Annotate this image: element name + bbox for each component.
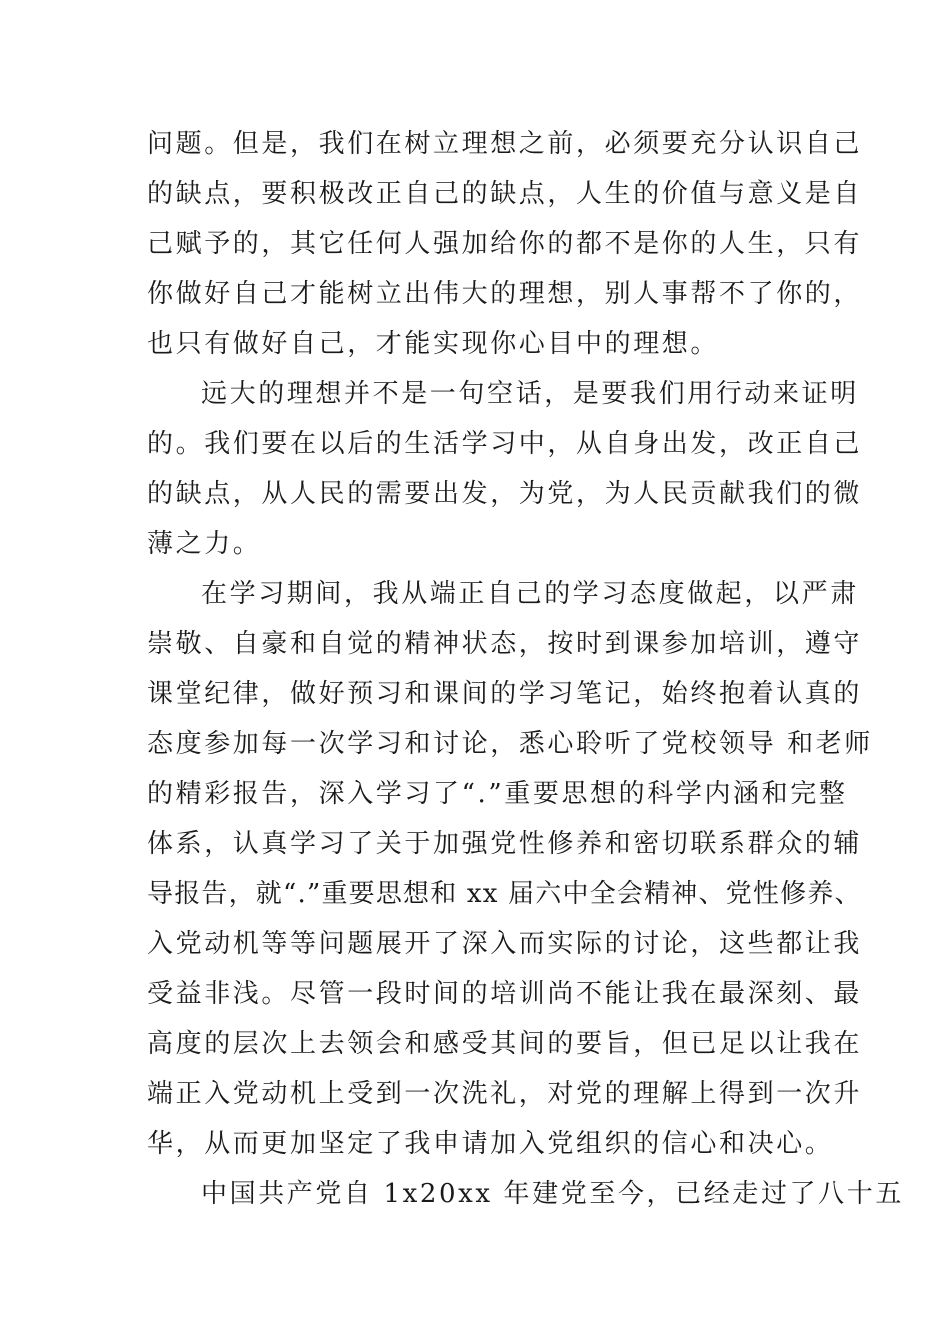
text-line: 你做好自己才能树立出伟大的理想，别人事帮不了你的，: [147, 279, 863, 309]
text-line: 入党动机等等问题展开了深入而实际的讨论，这些都让我: [147, 929, 863, 959]
text-line: 的精彩报告，深入学习了“.”重要思想的科学内涵和完整: [147, 779, 848, 809]
text-line: 崇敬、自豪和自觉的精神状态，按时到课参加培训，遵守: [147, 629, 863, 659]
text-line: 高度的层次上去领会和感受其间的要旨，但已足以让我在: [147, 1029, 863, 1059]
text-line: 端正入党动机上受到一次洗礼，对党的理解上得到一次升: [147, 1079, 863, 1109]
text-line: 态度参加每一次学习和讨论，悉心聆听了党校领导 和老师: [147, 729, 873, 759]
text-line: 的缺点，从人民的需要出发，为党，为人民贡献我们的微: [147, 479, 863, 509]
paragraph-first-line: 中国共产党自 1x20xx 年建党至今，已经走过了八十五: [201, 1179, 904, 1209]
paragraph-first-line: 远大的理想并不是一句空话，是要我们用行动来证明: [201, 379, 859, 409]
text-line: 课堂纪律，做好预习和课间的学习笔记，始终抱着认真的: [147, 679, 863, 709]
text-line: 薄之力。: [147, 529, 262, 559]
text-line: 华，从而更加坚定了我申请加入党组织的信心和决心。: [147, 1129, 834, 1159]
text-line: 己赋予的，其它任何人强加给你的都不是你的人生，只有: [147, 229, 863, 259]
text-line: 受益非浅。尽管一段时间的培训尚不能让我在最深刻、最: [147, 979, 863, 1009]
paragraph-first-line: 在学习期间，我从端正自己的学习态度做起，以严肃: [201, 579, 859, 609]
text-line: 体系，认真学习了关于加强党性修养和密切联系群众的辅: [147, 829, 863, 859]
text-line: 的缺点，要积极改正自己的缺点，人生的价值与意义是自: [147, 179, 863, 209]
text-line: 导报告，就“.”重要思想和 xx 届六中全会精神、党性修养、: [147, 879, 862, 909]
text-line: 的。我们要在以后的生活学习中，从自身出发，改正自己: [147, 429, 863, 459]
text-line: 也只有做好自己，才能实现你心目中的理想。: [147, 329, 720, 359]
text-line: 问题。但是，我们在树立理想之前，必须要充分认识自己: [147, 129, 863, 159]
